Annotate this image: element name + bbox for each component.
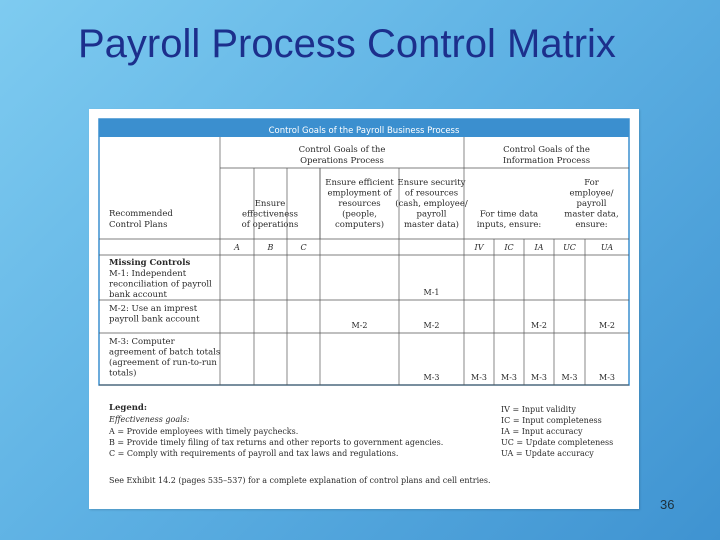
info-column-heading: ensure:	[575, 220, 608, 230]
ops-column-heading: employment of	[327, 188, 392, 199]
matrix-cell-entry: M-3	[599, 373, 615, 382]
ops-column-heading: computers)	[334, 220, 385, 230]
ops-group-heading: Operations Process	[300, 156, 384, 166]
matrix-cell-entry: M-2	[351, 321, 368, 330]
legend-title: Legend:	[109, 403, 147, 413]
ops-column-heading: of operations	[241, 220, 299, 230]
matrix-cell-entry: M-3	[501, 373, 517, 382]
ops-column-heading: Ensure security	[397, 178, 466, 188]
ops-column-heading: Ensure	[254, 199, 286, 209]
legend-item: B = Provide timely filing of tax returns and other reports to government agencies.	[109, 438, 444, 447]
ops-group-heading: Control Goals of the	[298, 145, 386, 155]
control-plan-label: (agreement of run-to-run	[109, 358, 217, 368]
section-label: Missing Controls	[109, 258, 191, 268]
goal-code: A	[234, 243, 240, 252]
legend-item: A = Provide employees with timely paychecks.	[109, 427, 299, 436]
control-plan-label: M-1: Independent	[109, 269, 187, 279]
goal-code: IV	[474, 243, 484, 252]
row-header-label: Recommended	[109, 209, 173, 219]
legend-item: IC = Input completeness	[501, 416, 602, 425]
matrix-cell-entry: M-3	[561, 373, 578, 382]
ops-column-heading: (cash, employee/	[395, 199, 468, 209]
info-column-heading: employee/	[569, 188, 614, 199]
header-banner-text: Control Goals of the Payroll Business Process	[268, 126, 460, 136]
goal-code: IA	[534, 243, 544, 252]
goal-code: UA	[600, 243, 614, 252]
ops-column-heading: resources	[338, 199, 381, 209]
matrix-cell-entry: M-3	[531, 373, 547, 382]
matrix-cell-entry: M-1	[423, 288, 440, 297]
legend-item: UC = Update completeness	[501, 438, 614, 447]
matrix-cell-entry: M-2	[423, 321, 440, 330]
legend-item: UA = Update accuracy	[501, 449, 594, 458]
matrix-cell-entry: M-3	[471, 373, 487, 382]
goal-code: IC	[504, 243, 514, 252]
legend-item: IV = Input validity	[501, 405, 576, 414]
info-group-heading: Information Process	[502, 156, 591, 166]
slide-title: Payroll Process Control Matrix	[78, 22, 616, 66]
control-matrix-table	[89, 109, 639, 509]
info-column-heading: inputs, ensure:	[476, 220, 542, 230]
info-column-heading: For	[584, 178, 599, 188]
goal-code: B	[267, 243, 274, 252]
ops-column-heading: (people,	[342, 209, 377, 220]
ops-column-heading: of resources	[404, 188, 459, 199]
goal-code: C	[300, 243, 307, 252]
ops-column-heading: Ensure efficient	[325, 178, 394, 188]
control-matrix-figure	[89, 109, 639, 509]
row-header-label: Control Plans	[109, 220, 168, 230]
control-plan-label: M-2: Use an imprest	[109, 304, 198, 314]
control-plan-label: M-3: Computer	[109, 337, 175, 347]
legend-item: C = Comply with requirements of payroll and tax laws and regulations.	[109, 449, 399, 458]
matrix-cell-entry: M-2	[531, 321, 547, 330]
info-group-heading: Control Goals of the	[503, 145, 590, 155]
control-plan-label: reconciliation of payroll	[109, 279, 212, 290]
info-column-heading: master data,	[564, 209, 619, 220]
legend-footnote: See Exhibit 14.2 (pages 535–537) for a complete explanation of control plans and cell entries.	[109, 476, 491, 485]
control-plan-label: bank account	[109, 290, 167, 300]
control-plan-label: totals)	[109, 368, 137, 379]
info-column-heading: payroll	[576, 199, 607, 209]
page-number: 36	[660, 497, 675, 512]
matrix-cell-entry: M-2	[599, 321, 615, 330]
goal-code: UC	[563, 243, 576, 252]
legend-subtitle: Effectiveness goals:	[109, 415, 190, 424]
control-plan-label: payroll bank account	[109, 314, 200, 325]
ops-column-heading: master data)	[403, 220, 460, 230]
ops-column-heading: effectiveness	[241, 209, 299, 220]
matrix-cell-entry: M-3	[423, 373, 440, 382]
control-plan-label: agreement of batch totals	[109, 347, 221, 358]
ops-column-heading: payroll	[416, 209, 447, 220]
legend-item: IA = Input accuracy	[501, 427, 583, 436]
info-column-heading: For time data	[479, 209, 539, 220]
